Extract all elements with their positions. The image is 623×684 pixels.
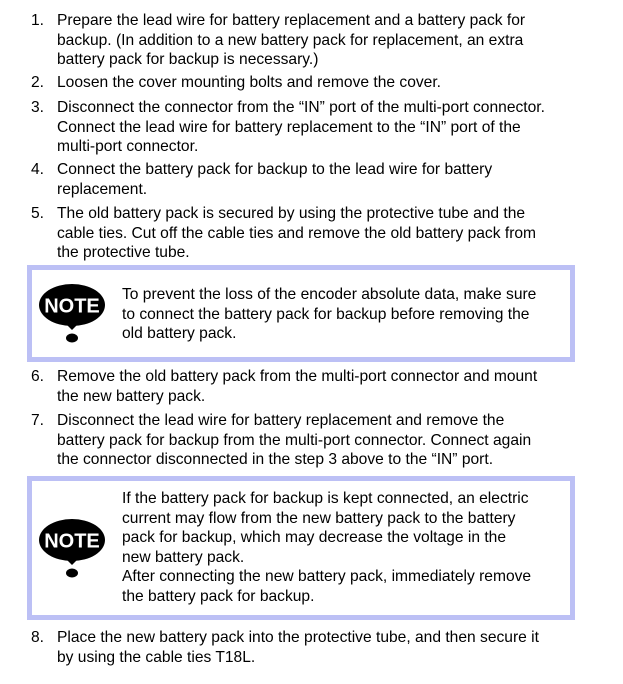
step-number: 6. xyxy=(31,368,45,385)
note-box-2 xyxy=(27,476,575,620)
note-line: current may flow from the new battery pack to the battery xyxy=(122,509,516,527)
step-number: 3. xyxy=(31,99,45,116)
step-line: Prepare the lead wire for battery replacement and a battery pack for xyxy=(57,12,526,29)
step-line: Disconnect the lead wire for battery replacement and remove the xyxy=(57,412,505,429)
note-line: old battery pack. xyxy=(122,325,237,343)
step-line: by using the cable ties T18L. xyxy=(57,648,256,666)
step-number: 7. xyxy=(31,412,45,429)
step-line: Connect the lead wire for battery replacement to the “IN” port of the xyxy=(57,118,521,136)
note-icon xyxy=(37,518,107,580)
step-number: 1. xyxy=(31,12,45,29)
step-line: Loosen the cover mounting bolts and remove the cover. xyxy=(57,74,442,91)
step-line: the connector disconnected in the step 3 above to the “IN” port. xyxy=(57,451,494,469)
step-text xyxy=(57,411,617,470)
step-line: Remove the old battery pack from the multi-port connector and mount xyxy=(57,368,538,385)
note-text-2 xyxy=(122,489,562,607)
step-line: replacement. xyxy=(57,180,148,198)
step-text xyxy=(57,73,617,93)
step-line: Connect the battery pack for backup to the lead wire for battery xyxy=(57,161,493,178)
step-number: 5. xyxy=(31,205,45,222)
note-badge-label: NOTE xyxy=(44,530,100,553)
step-text xyxy=(57,98,617,157)
step-line: backup. (In addition to a new battery pack for replacement, an extra xyxy=(57,31,524,49)
note-line: pack for backup, which may decrease the voltage in the xyxy=(122,529,506,547)
step-text xyxy=(57,628,617,667)
note-line: If the battery pack for backup is kept connected, an electric xyxy=(122,490,529,507)
step-number: 8. xyxy=(31,629,45,646)
note-line: new battery pack. xyxy=(122,548,245,566)
step-number: 2. xyxy=(31,74,45,91)
step-text xyxy=(57,204,617,263)
step-number: 4. xyxy=(31,161,45,178)
note-line: To prevent the loss of the encoder absolute data, make sure xyxy=(122,286,537,303)
step-line: cable ties. Cut off the cable ties and remove the old battery pack from xyxy=(57,224,537,242)
step-line: the protective tube. xyxy=(57,244,190,262)
note-box-1 xyxy=(27,265,575,362)
note-line: to connect the battery pack for backup before removing the xyxy=(122,305,530,323)
step-text xyxy=(57,11,617,70)
note-text-1 xyxy=(122,285,562,344)
note-line: the battery pack for backup. xyxy=(122,587,315,605)
step-line: multi-port connector. xyxy=(57,138,199,156)
step-line: battery pack for backup is necessary.) xyxy=(57,51,319,69)
note-icon xyxy=(37,283,107,345)
step-line: Place the new battery pack into the protective tube, and then secure it xyxy=(57,629,539,646)
step-text xyxy=(57,367,617,406)
step-line: Disconnect the connector from the “IN” port of the multi-port connector. xyxy=(57,99,545,116)
step-text xyxy=(57,160,617,199)
step-line: the new battery pack. xyxy=(57,387,206,405)
note-badge-label: NOTE xyxy=(44,295,100,318)
step-line: battery pack for backup from the multi-port connector. Connect again xyxy=(57,431,532,449)
note-line: After connecting the new battery pack, immediately remove xyxy=(122,568,532,586)
step-line: The old battery pack is secured by using the protective tube and the xyxy=(57,205,526,222)
